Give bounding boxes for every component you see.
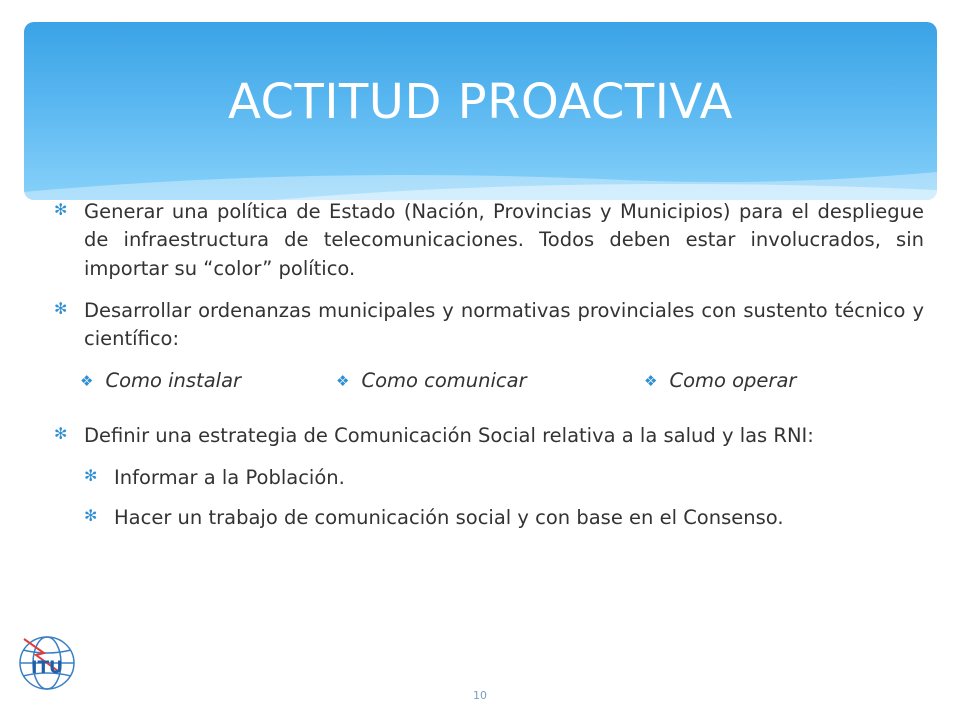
page-number: 10 xyxy=(473,689,487,702)
bullet-item xyxy=(54,297,924,354)
sub-item-label: Como operar xyxy=(669,369,797,393)
sub-item xyxy=(336,367,644,395)
sub-item xyxy=(644,367,796,395)
diamond-bullet-icon: ❖ xyxy=(80,371,94,390)
bullet-text: Generar una política de Estado (Nación, Provincias y Municipios) para el despliegue de infraestructura de telecomunicaciones. Todos deben estar involucrados, sin importar su “color” político. xyxy=(84,200,924,280)
slide-content xyxy=(54,198,924,544)
bullet-text: Definir una estrategia de Comunicación Social relativa a la salud y las RNI: xyxy=(84,423,814,447)
sub-items-row xyxy=(80,367,924,395)
diamond-bullet-icon: ❖ xyxy=(336,371,350,390)
logo-text: ITU xyxy=(31,658,63,678)
bullet-item xyxy=(54,198,924,283)
asterisk-bullet-icon: ✻ xyxy=(54,298,68,318)
bullet-item xyxy=(54,422,924,450)
asterisk-bullet-icon: ✻ xyxy=(54,200,68,219)
asterisk-bullet-icon: ✻ xyxy=(54,423,68,443)
sub-bullet-item xyxy=(54,464,924,492)
slide-title: ACTITUD PROACTIVA xyxy=(228,74,733,130)
sub-bullet-text: Hacer un trabajo de comunicación social y con base en el Consenso. xyxy=(114,506,784,530)
sub-bullet-text: Informar a la Población. xyxy=(114,465,345,489)
bullet-text: Desarrollar ordenanzas municipales y normativas provinciales con sustento técnico y científico: xyxy=(84,298,924,351)
sub-item xyxy=(80,367,336,395)
sub-bullet-item xyxy=(54,504,924,532)
asterisk-bullet-icon: ✻ xyxy=(84,465,98,485)
sub-item-label: Como instalar xyxy=(105,369,242,393)
diamond-bullet-icon: ❖ xyxy=(644,371,658,390)
asterisk-bullet-icon: ✻ xyxy=(84,506,98,526)
title-banner xyxy=(24,22,937,200)
sub-item-label: Como comunicar xyxy=(361,369,527,393)
